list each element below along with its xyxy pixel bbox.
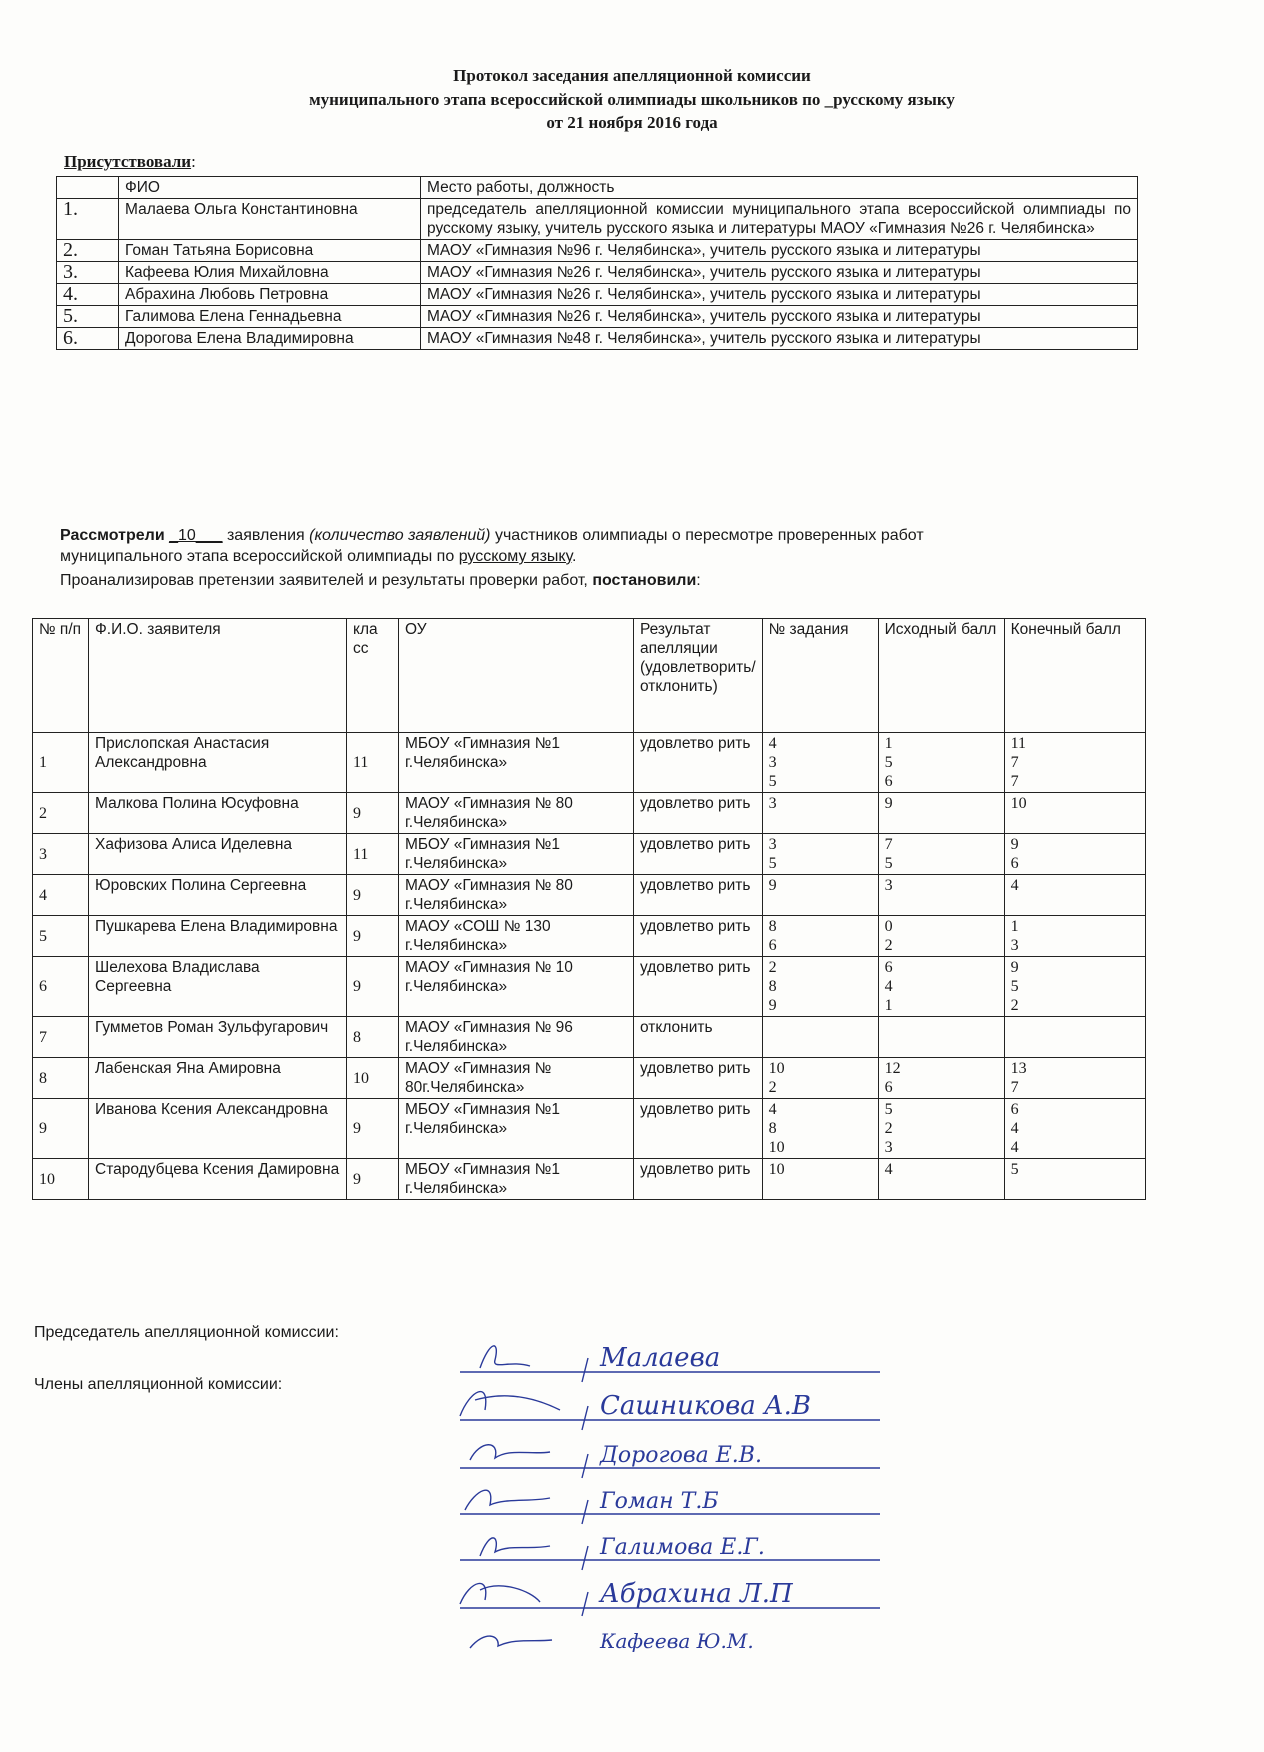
appeal-tasks-value: 10 bbox=[768, 1161, 785, 1178]
appeal-tasks bbox=[762, 1099, 878, 1159]
attendance-row bbox=[57, 328, 1138, 350]
attendance-row bbox=[57, 306, 1138, 328]
appeal-tasks bbox=[762, 1159, 878, 1200]
appeal-final bbox=[1004, 1099, 1145, 1159]
appeal-result: удовлетво рить bbox=[634, 957, 763, 1017]
appeals-header-num: № п/п bbox=[33, 619, 89, 733]
appeal-school: МБОУ «Гимназия №1 г.Челябинска» bbox=[399, 733, 634, 793]
appeals-header-row bbox=[33, 619, 1146, 733]
appeal-result: удовлетво рить bbox=[634, 1159, 763, 1200]
appeal-row bbox=[33, 834, 1146, 875]
attendance-row bbox=[57, 240, 1138, 262]
appeal-row bbox=[33, 957, 1146, 1017]
attendance-place: МАОУ «Гимназия №96 г. Челябинска», учитель русского языка и литературы bbox=[421, 240, 1138, 262]
appeal-final-value: 4 bbox=[1010, 877, 1019, 894]
attendance-table bbox=[56, 176, 1138, 350]
appeal-grade: 9 bbox=[347, 793, 399, 834]
appeal-final-value: 3 bbox=[1010, 937, 1019, 954]
appeals-header-school: ОУ bbox=[399, 619, 634, 733]
signature-mark bbox=[460, 1583, 540, 1604]
appeal-row bbox=[33, 1017, 1146, 1058]
attendance-place: МАОУ «Гимназия №26 г. Челябинска», учитель русского языка и литературы bbox=[421, 262, 1138, 284]
protocol-date: от 21 ноября 2016 года bbox=[546, 113, 718, 132]
appeal-grade: 11 bbox=[347, 733, 399, 793]
appeal-num: 3 bbox=[33, 834, 89, 875]
appeal-initial-value: 4 bbox=[884, 1161, 893, 1178]
appeal-num: 8 bbox=[33, 1058, 89, 1099]
appeal-result: отклонить bbox=[634, 1017, 763, 1058]
appeal-tasks bbox=[762, 733, 878, 793]
appeal-name: Пушкарева Елена Владимировна bbox=[89, 916, 347, 957]
signature-mark bbox=[480, 1538, 550, 1556]
appeal-initial-value: 0 bbox=[884, 918, 893, 935]
appeal-name: Гумметов Роман Зульфугарович bbox=[89, 1017, 347, 1058]
appeals-header-result: Результат апелляции (удовлетворить/отклонить) bbox=[634, 619, 763, 733]
appeal-initial bbox=[878, 1099, 1004, 1159]
signature-goman: Гоман Т.Б bbox=[600, 1489, 719, 1514]
appeal-grade: 9 bbox=[347, 875, 399, 916]
appeal-num: 2 bbox=[33, 793, 89, 834]
attendance-row bbox=[57, 262, 1138, 284]
appeal-final bbox=[1004, 875, 1145, 916]
appeal-tasks-value: 4 bbox=[768, 1101, 777, 1118]
appeal-initial-value: 1 bbox=[884, 997, 893, 1014]
appeal-num: 7 bbox=[33, 1017, 89, 1058]
appeal-initial bbox=[878, 793, 1004, 834]
appeal-final-value: 11 bbox=[1010, 735, 1027, 752]
appeal-initial-value: 9 bbox=[884, 795, 893, 812]
attendance-name: Малаева Ольга Константиновна bbox=[119, 199, 421, 240]
appeal-name: Хафизова Алиса Иделевна bbox=[89, 834, 347, 875]
appeal-initial-value: 3 bbox=[884, 1139, 893, 1156]
appeal-result: удовлетво рить bbox=[634, 1099, 763, 1159]
appeal-initial-value: 4 bbox=[884, 978, 893, 995]
appeal-grade: 10 bbox=[347, 1058, 399, 1099]
appeal-name: Иванова Ксения Александровна bbox=[89, 1099, 347, 1159]
attendance-place: председатель апелляционной комиссии муниципального этапа всероссийской олимпиады по русскому языку, учитель русского языка и литературы МАОУ «Гимназия №26 г. Челябинска» bbox=[421, 199, 1138, 240]
appeals-table bbox=[32, 618, 1146, 1200]
appeal-tasks-value: 3 bbox=[768, 836, 777, 853]
appeal-final bbox=[1004, 957, 1145, 1017]
appeal-result: удовлетво рить bbox=[634, 875, 763, 916]
appeal-school: МАОУ «Гимназия № 80г.Челябинска» bbox=[399, 1058, 634, 1099]
appeal-initial-value: 5 bbox=[884, 855, 893, 872]
appeal-name: Шелехова Владислава Сергеевна bbox=[89, 957, 347, 1017]
appeal-final-value: 4 bbox=[1010, 1120, 1019, 1137]
appeal-num: 9 bbox=[33, 1099, 89, 1159]
appeal-final-value: 9 bbox=[1010, 836, 1019, 853]
appeal-tasks bbox=[762, 957, 878, 1017]
appeal-final-value: 5 bbox=[1010, 978, 1019, 995]
attendance-header-num bbox=[57, 177, 119, 199]
appeal-initial bbox=[878, 834, 1004, 875]
appeal-name: Юровских Полина Сергеевна bbox=[89, 875, 347, 916]
appeal-tasks bbox=[762, 1058, 878, 1099]
appeal-tasks-value: 10 bbox=[768, 1139, 785, 1156]
appeal-tasks-value: 4 bbox=[768, 735, 777, 752]
appeal-initial-value: 1 bbox=[884, 735, 893, 752]
appeal-initial bbox=[878, 875, 1004, 916]
appeal-tasks bbox=[762, 916, 878, 957]
members-label: Члены апелляционной комиссии: bbox=[34, 1376, 283, 1393]
signature-dorogova: Дорогова Е.В. bbox=[600, 1443, 762, 1468]
appeal-result: удовлетво рить bbox=[634, 1058, 763, 1099]
signature-kafeeva: Кафеева Ю.М. bbox=[600, 1629, 754, 1653]
appeal-tasks-value: 3 bbox=[768, 754, 777, 771]
attendance-num: 4. bbox=[57, 284, 119, 306]
appeal-final-value: 2 bbox=[1010, 997, 1019, 1014]
appeal-final bbox=[1004, 733, 1145, 793]
appeal-tasks-value: 9 bbox=[768, 877, 777, 894]
attendance-name: Дорогова Елена Владимировна bbox=[119, 328, 421, 350]
appeal-initial bbox=[878, 916, 1004, 957]
attendance-header-row bbox=[57, 177, 1138, 199]
appeal-num: 4 bbox=[33, 875, 89, 916]
signature-galimova: Галимова Е.Г. bbox=[600, 1535, 765, 1560]
appeal-name: Малкова Полина Юсуфовна bbox=[89, 793, 347, 834]
attendance-name: Абрахина Любовь Петровна bbox=[119, 284, 421, 306]
appeal-final-value: 7 bbox=[1010, 1079, 1019, 1096]
appeal-grade: 9 bbox=[347, 1159, 399, 1200]
signature-mark bbox=[470, 1445, 550, 1460]
appeal-tasks bbox=[762, 1017, 878, 1058]
attendance-num: 3. bbox=[57, 262, 119, 284]
signature-sashnikova: Сашникова А.В bbox=[600, 1391, 812, 1421]
considered-line-2: муниципального этапа всероссийской олимпиады по русскому языку. bbox=[60, 548, 577, 565]
attendance-place: МАОУ «Гимназия №26 г. Челябинска», учитель русского языка и литературы bbox=[421, 284, 1138, 306]
appeal-row bbox=[33, 793, 1146, 834]
appeal-school: МБОУ «Гимназия №1 г.Челябинска» bbox=[399, 834, 634, 875]
appeal-name: Лабенская Яна Амировна bbox=[89, 1058, 347, 1099]
appeal-tasks-value: 8 bbox=[768, 1120, 777, 1137]
appeal-initial-value: 5 bbox=[884, 754, 893, 771]
appeal-tasks-value: 6 bbox=[768, 937, 777, 954]
appeal-initial bbox=[878, 1017, 1004, 1058]
appeal-tasks-value: 2 bbox=[768, 959, 777, 976]
signatures-block bbox=[440, 1330, 940, 1670]
appeal-initial-value: 6 bbox=[884, 959, 893, 976]
appeal-tasks bbox=[762, 793, 878, 834]
appeal-initial-value: 6 bbox=[884, 773, 893, 790]
attendance-heading: Присутствовали: bbox=[64, 152, 196, 171]
appeal-school: МАОУ «Гимназия № 80 г.Челябинска» bbox=[399, 793, 634, 834]
signature-mark bbox=[480, 1346, 530, 1368]
appeal-grade: 11 bbox=[347, 834, 399, 875]
appeal-tasks-value: 8 bbox=[768, 978, 777, 995]
appeal-row bbox=[33, 1159, 1146, 1200]
appeal-row bbox=[33, 916, 1146, 957]
appeal-num: 10 bbox=[33, 1159, 89, 1200]
signature-mark bbox=[465, 1490, 550, 1510]
appeal-school: МАОУ «Гимназия № 10 г.Челябинска» bbox=[399, 957, 634, 1017]
appeal-name: Стародубцева Ксения Дамировна bbox=[89, 1159, 347, 1200]
attendance-num: 5. bbox=[57, 306, 119, 328]
protocol-subtitle: муниципального этапа всероссийской олимпиады школьников по _русскому языку bbox=[309, 90, 955, 109]
appeals-header-name: Ф.И.О. заявителя bbox=[89, 619, 347, 733]
signature-mark bbox=[470, 1636, 552, 1648]
attendance-header-name: ФИО bbox=[119, 177, 421, 199]
attendance-num: 2. bbox=[57, 240, 119, 262]
appeal-initial bbox=[878, 1159, 1004, 1200]
appeal-school: МАОУ «СОШ № 130 г.Челябинска» bbox=[399, 916, 634, 957]
appeals-header-final: Конечный балл bbox=[1004, 619, 1145, 733]
appeals-header-task: № задания bbox=[762, 619, 878, 733]
appeal-final-value: 1 bbox=[1010, 918, 1019, 935]
appeal-school: МБОУ «Гимназия №1 г.Челябинска» bbox=[399, 1099, 634, 1159]
appeal-tasks-value: 9 bbox=[768, 997, 777, 1014]
appeal-grade: 9 bbox=[347, 1099, 399, 1159]
appeal-final-value: 7 bbox=[1010, 773, 1019, 790]
attendance-row bbox=[57, 284, 1138, 306]
appeal-final-value: 10 bbox=[1010, 795, 1027, 812]
attendance-num: 6. bbox=[57, 328, 119, 350]
appeal-name: Прислопская Анастасия Александровна bbox=[89, 733, 347, 793]
appeals-header-initial: Исходный балл bbox=[878, 619, 1004, 733]
appeal-row bbox=[33, 1099, 1146, 1159]
appeal-school: МАОУ «Гимназия № 80 г.Челябинска» bbox=[399, 875, 634, 916]
appeal-final-value: 6 bbox=[1010, 855, 1019, 872]
appeal-initial-value: 2 bbox=[884, 1120, 893, 1137]
appeals-header-grade: кла сс bbox=[347, 619, 399, 733]
appeal-final-value: 4 bbox=[1010, 1139, 1019, 1156]
signature-abrakhina: Абрахина Л.П bbox=[600, 1579, 793, 1609]
appeal-grade: 9 bbox=[347, 916, 399, 957]
appeal-tasks-value: 10 bbox=[768, 1060, 785, 1077]
appeal-final bbox=[1004, 1017, 1145, 1058]
appeal-final bbox=[1004, 834, 1145, 875]
appeal-grade: 9 bbox=[347, 957, 399, 1017]
appeal-result: удовлетво рить bbox=[634, 916, 763, 957]
appeal-initial-value: 6 bbox=[884, 1079, 893, 1096]
appeal-final bbox=[1004, 1159, 1145, 1200]
appeal-school: МАОУ «Гимназия № 96 г.Челябинска» bbox=[399, 1017, 634, 1058]
appeal-initial-value: 7 bbox=[884, 836, 893, 853]
appeal-result: удовлетво рить bbox=[634, 793, 763, 834]
attendance-place: МАОУ «Гимназия №48 г. Челябинска», учитель русского языка и литературы bbox=[421, 328, 1138, 350]
appeal-num: 1 bbox=[33, 733, 89, 793]
appeal-initial-value: 3 bbox=[884, 877, 893, 894]
appeal-initial-value: 2 bbox=[884, 937, 893, 954]
appeal-result: удовлетво рить bbox=[634, 733, 763, 793]
appeal-final-value: 7 bbox=[1010, 754, 1019, 771]
appeal-tasks bbox=[762, 834, 878, 875]
appeal-tasks-value: 8 bbox=[768, 918, 777, 935]
appeal-tasks bbox=[762, 875, 878, 916]
appeal-num: 6 bbox=[33, 957, 89, 1017]
appeal-tasks-value: 3 bbox=[768, 795, 777, 812]
appeal-initial-value: 12 bbox=[884, 1060, 901, 1077]
appeal-final bbox=[1004, 1058, 1145, 1099]
appeal-result: удовлетво рить bbox=[634, 834, 763, 875]
attendance-name: Гоман Татьяна Борисовна bbox=[119, 240, 421, 262]
considered-line: Рассмотрели _10___ заявления (количество заявлений) участников олимпиады о пересмотре проверенных работ bbox=[60, 527, 924, 544]
appeal-final bbox=[1004, 793, 1145, 834]
chair-label: Председатель апелляционной комиссии: bbox=[34, 1324, 339, 1341]
appeal-grade: 8 bbox=[347, 1017, 399, 1058]
protocol-title: Протокол заседания апелляционной комиссии bbox=[453, 66, 811, 85]
appeal-final-value: 6 bbox=[1010, 1101, 1019, 1118]
attendance-place: МАОУ «Гимназия №26 г. Челябинска», учитель русского языка и литературы bbox=[421, 306, 1138, 328]
appeal-tasks-value: 5 bbox=[768, 855, 777, 872]
appeal-initial bbox=[878, 957, 1004, 1017]
appeal-initial bbox=[878, 1058, 1004, 1099]
appeal-tasks-value: 5 bbox=[768, 773, 777, 790]
appeal-row bbox=[33, 1058, 1146, 1099]
attendance-name: Кафеева Юлия Михайловна bbox=[119, 262, 421, 284]
appeal-initial-value: 5 bbox=[884, 1101, 893, 1118]
signature-mark bbox=[460, 1392, 560, 1416]
appeal-tasks-value: 2 bbox=[768, 1079, 777, 1096]
appeal-school: МБОУ «Гимназия №1 г.Челябинска» bbox=[399, 1159, 634, 1200]
appeal-row bbox=[33, 875, 1146, 916]
appeal-final-value: 5 bbox=[1010, 1161, 1019, 1178]
attendance-name: Галимова Елена Геннадьевна bbox=[119, 306, 421, 328]
attendance-header-place: Место работы, должность bbox=[421, 177, 1138, 199]
attendance-row bbox=[57, 199, 1138, 240]
appeal-num: 5 bbox=[33, 916, 89, 957]
attendance-num: 1. bbox=[57, 199, 119, 240]
appeal-final-value: 13 bbox=[1010, 1060, 1027, 1077]
appeal-final-value: 9 bbox=[1010, 959, 1019, 976]
appeal-initial bbox=[878, 733, 1004, 793]
signature-malaeva: Малаева bbox=[600, 1343, 721, 1373]
appeal-final bbox=[1004, 916, 1145, 957]
decision-line: Проанализировав претензии заявителей и результаты проверки работ, постановили: bbox=[60, 572, 701, 589]
appeal-row bbox=[33, 733, 1146, 793]
